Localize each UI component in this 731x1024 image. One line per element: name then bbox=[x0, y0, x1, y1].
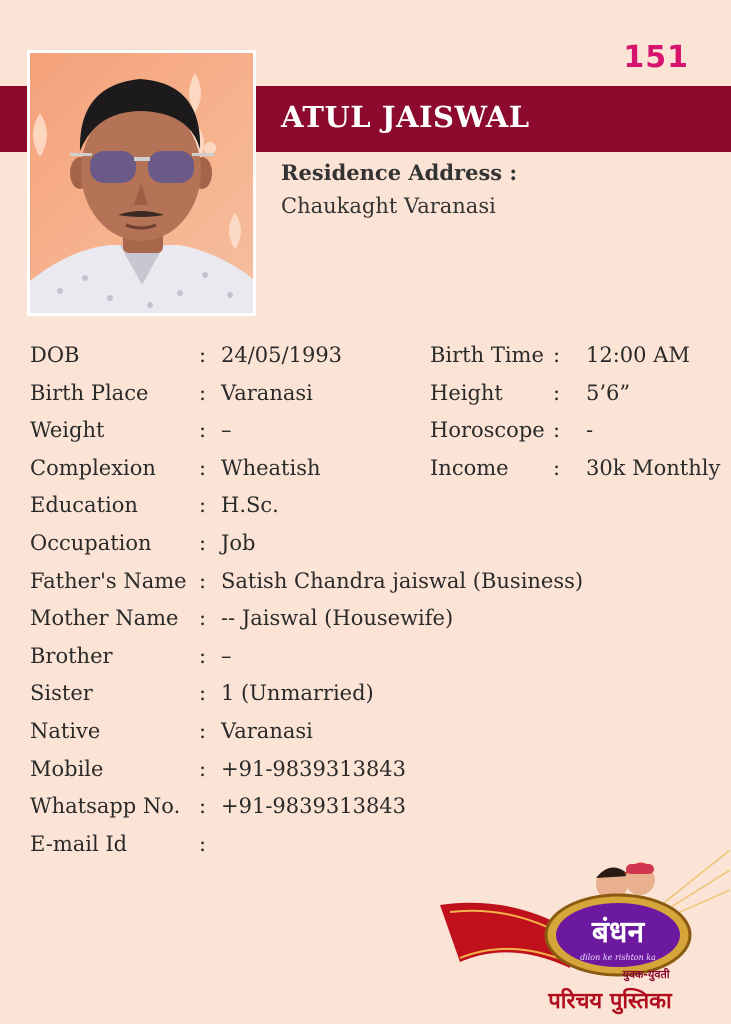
bandhan-logo bbox=[440, 850, 730, 1020]
detail-colon: : bbox=[199, 831, 207, 856]
detail-value: H.Sc. bbox=[221, 493, 279, 518]
detail-value: Satish Chandra jaiswal (Business) bbox=[221, 568, 584, 593]
detail-label: Native bbox=[30, 718, 101, 743]
detail-colon: : bbox=[199, 756, 207, 781]
logo-title: बंधन bbox=[591, 915, 645, 950]
detail-colon: : bbox=[199, 568, 207, 593]
detail-label: Sister bbox=[30, 681, 93, 706]
detail-value: +91-9839313843 bbox=[221, 756, 407, 781]
detail-label-secondary: Birth Time bbox=[430, 343, 544, 367]
detail-row bbox=[0, 452, 731, 490]
details-list bbox=[0, 339, 731, 865]
detail-row bbox=[0, 753, 731, 791]
detail-label: Weight bbox=[30, 418, 105, 443]
detail-row bbox=[0, 715, 731, 753]
detail-label: Mobile bbox=[30, 756, 104, 781]
detail-colon: : bbox=[199, 606, 207, 631]
detail-value: 1 (Unmarried) bbox=[221, 681, 374, 706]
detail-value: +91-9839313843 bbox=[221, 794, 407, 819]
detail-value-secondary: 5’6” bbox=[586, 380, 631, 405]
detail-label: Mother Name bbox=[30, 606, 179, 631]
detail-value: – bbox=[221, 643, 232, 668]
detail-label: DOB bbox=[30, 343, 80, 367]
detail-value: Job bbox=[221, 530, 256, 555]
detail-row bbox=[0, 602, 731, 640]
logo-subtitle: युवक-युवती bbox=[622, 968, 670, 981]
detail-value: -- Jaiswal (Housewife) bbox=[221, 606, 454, 631]
detail-value-secondary: 12:00 AM bbox=[586, 343, 690, 367]
detail-value-secondary: - bbox=[586, 418, 594, 443]
detail-value-secondary: 30k Monthly bbox=[586, 455, 721, 480]
detail-label: Whatsapp No. bbox=[30, 794, 181, 819]
detail-label: Brother bbox=[30, 643, 113, 668]
detail-label: Birth Place bbox=[30, 380, 149, 405]
logo-tagline: dilon ke rishton ka bbox=[580, 953, 656, 962]
detail-colon: : bbox=[199, 493, 207, 518]
detail-label: Education bbox=[30, 493, 138, 518]
person-portrait-icon bbox=[30, 53, 253, 313]
detail-value: Wheatish bbox=[221, 455, 321, 480]
detail-colon-secondary: : bbox=[553, 418, 561, 443]
bandhan-logo-icon bbox=[440, 850, 730, 1020]
detail-row bbox=[0, 489, 731, 527]
detail-colon-secondary: : bbox=[553, 343, 561, 367]
detail-row bbox=[0, 790, 731, 828]
detail-value: 24/05/1993 bbox=[221, 343, 343, 367]
detail-colon: : bbox=[199, 455, 207, 480]
detail-label-secondary: Horoscope bbox=[430, 418, 545, 443]
detail-row bbox=[0, 339, 731, 377]
detail-label: Occupation bbox=[30, 530, 152, 555]
detail-label: E-mail Id bbox=[30, 831, 128, 856]
detail-value: – bbox=[221, 418, 232, 443]
detail-colon: : bbox=[199, 380, 207, 405]
detail-value: Varanasi bbox=[221, 718, 313, 743]
detail-row bbox=[0, 640, 731, 678]
detail-colon-secondary: : bbox=[553, 380, 561, 405]
candidate-name: ATUL JAISWAL bbox=[281, 100, 530, 134]
detail-colon: : bbox=[199, 530, 207, 555]
residence-address-label: Residence Address : bbox=[281, 160, 518, 185]
detail-label-secondary: Height bbox=[430, 380, 503, 405]
detail-colon: : bbox=[199, 718, 207, 743]
detail-colon: : bbox=[199, 418, 207, 443]
detail-colon: : bbox=[199, 794, 207, 819]
detail-colon: : bbox=[199, 343, 207, 367]
detail-colon: : bbox=[199, 643, 207, 668]
detail-label: Complexion bbox=[30, 455, 156, 480]
detail-colon-secondary: : bbox=[553, 455, 561, 480]
profile-photo-image bbox=[30, 53, 253, 313]
profile-photo bbox=[27, 50, 256, 316]
residence-address-value: Chaukaght Varanasi bbox=[281, 194, 496, 218]
logo-bottom-text: परिचय पुस्तिका bbox=[548, 989, 672, 1014]
detail-colon: : bbox=[199, 681, 207, 706]
detail-value: Varanasi bbox=[221, 380, 313, 405]
detail-row bbox=[0, 527, 731, 565]
detail-label: Father's Name bbox=[30, 568, 187, 593]
detail-row bbox=[0, 377, 731, 415]
detail-row bbox=[0, 414, 731, 452]
detail-label-secondary: Income bbox=[430, 455, 509, 480]
detail-row bbox=[0, 677, 731, 715]
page-number: 151 bbox=[623, 40, 689, 75]
detail-row bbox=[0, 565, 731, 603]
